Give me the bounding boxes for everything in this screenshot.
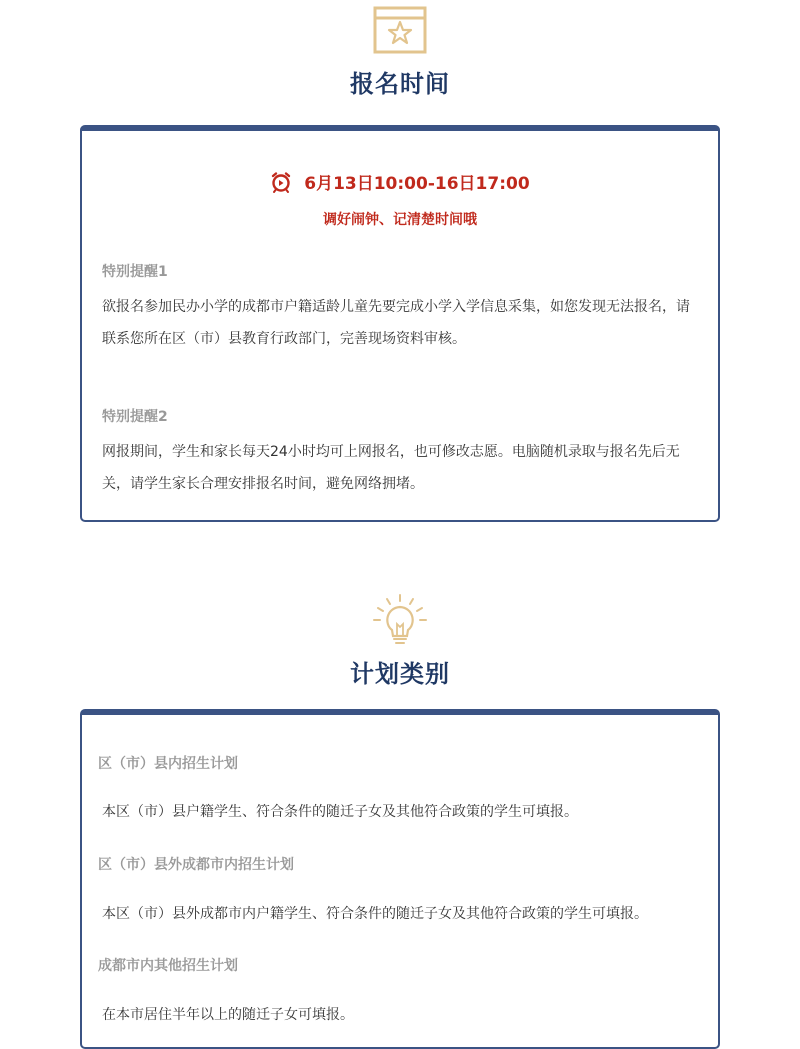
registration-time-text: 6月13日10:00-16日17:00 (304, 174, 530, 194)
tip-title: 特别提醒1 (102, 264, 168, 280)
tip-title: 特别提醒2 (102, 409, 168, 425)
plan-title: 区（市）县内招生计划 (98, 756, 238, 772)
plan-title: 区（市）县外成都市内招生计划 (98, 857, 294, 873)
section-title-plan-category: 计划类别 (350, 660, 450, 688)
section-title-registration-time: 报名时间 (350, 70, 450, 98)
star-frame-icon (373, 6, 427, 54)
plan-category-card (80, 709, 720, 1049)
plan-body: 在本市居住半年以上的随迁子女可填报。 (102, 1007, 354, 1023)
tip-body: 网报期间，学生和家长每天24小时均可上网报名，也可修改志愿。电脑随机录取与报名先后无关，请学生家长合理安排报名时间，避免网络拥堵。 (102, 444, 680, 492)
registration-time-row (82, 169, 718, 194)
tip-body: 欲报名参加民办小学的成都市户籍适龄儿童先要完成小学入学信息采集，如您发现无法报名，请联系您所在区（市）县教育行政部门，完善现场资料审核。 (102, 299, 690, 347)
registration-time-note: 调好闹钟、记清楚时间哦 (323, 212, 477, 228)
lightbulb-icon (370, 594, 430, 648)
plan-body: 本区（市）县户籍学生、符合条件的随迁子女及其他符合政策的学生可填报。 (102, 804, 578, 820)
registration-time-card (80, 125, 720, 522)
alarm-clock-icon (270, 174, 304, 194)
plan-title: 成都市内其他招生计划 (98, 958, 238, 974)
plan-body: 本区（市）县外成都市内户籍学生、符合条件的随迁子女及其他符合政策的学生可填报。 (102, 906, 648, 922)
